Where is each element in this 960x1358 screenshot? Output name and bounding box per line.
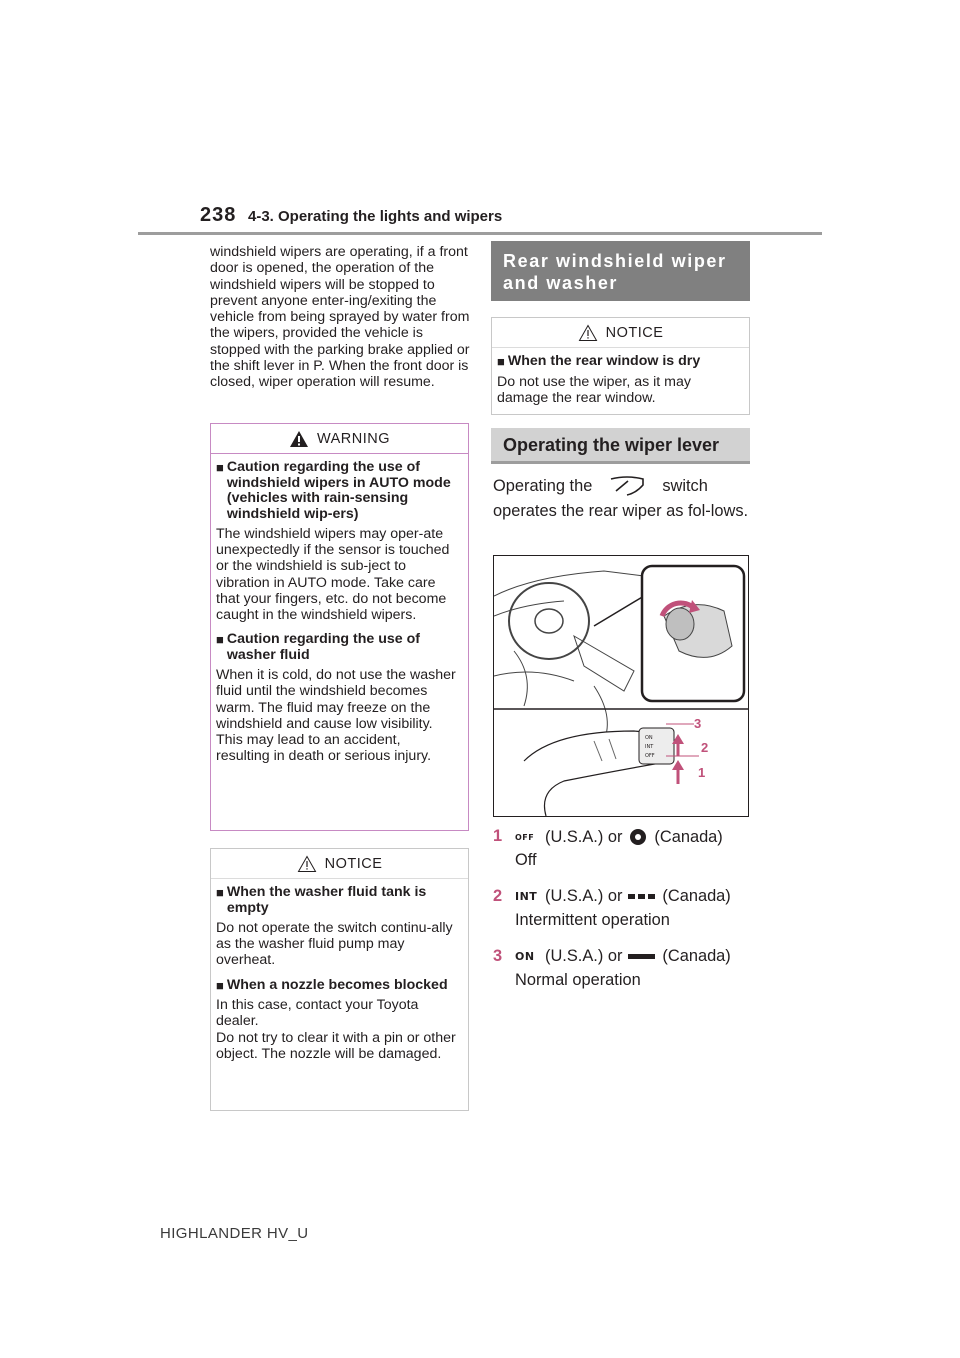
description-text: operates the rear wiper as fol-lows. — [493, 501, 749, 520]
notice-body — [211, 879, 468, 1079]
square-bullet-icon: ■ — [216, 885, 224, 900]
callout-1: 1 — [698, 765, 706, 780]
solid-bar-icon — [628, 952, 656, 962]
warning-label: WARNING — [316, 430, 391, 447]
on-code: ON — [515, 950, 535, 963]
notice-item-heading: ■ When a nozzle becomes blocked — [216, 976, 448, 993]
operation-label: Off — [515, 851, 537, 869]
dashed-bar-icon — [628, 892, 656, 902]
lever-description — [493, 475, 753, 522]
rear-wiper-icon — [606, 475, 648, 497]
operation-number: 1 — [493, 827, 503, 845]
notice-item-text: Do not operate the switch continu-ally as the washer fluid pump may overheat. — [216, 920, 453, 969]
notice-item-heading: ■ When the rear window is dry — [497, 353, 701, 369]
description-text: switch — [662, 477, 708, 495]
dashboard-illustration — [494, 556, 749, 817]
square-bullet-icon: ■ — [216, 460, 224, 475]
operation-label: Normal operation — [515, 971, 641, 989]
operation-number: 3 — [493, 947, 503, 965]
notice-item-text: Do not use the wiper, as it may damage the rear window. — [497, 373, 691, 406]
region-text: (Canada) — [662, 887, 731, 905]
warning-header — [211, 424, 468, 454]
page-number: 238 — [200, 204, 237, 226]
rear-wiper-section-title: Rear windshield wiper and washer — [491, 241, 750, 301]
header-rule — [138, 232, 822, 235]
callout-3: 3 — [694, 716, 702, 731]
caution-triangle-icon — [578, 324, 598, 342]
section-title: 4-3. Operating the lights and wipers — [248, 208, 503, 225]
warning-triangle-icon — [289, 430, 309, 448]
caution-triangle-icon — [297, 855, 317, 873]
operation-label: Intermittent operation — [515, 911, 670, 929]
square-bullet-icon: ■ — [216, 632, 224, 648]
description-text: Operating the — [493, 477, 593, 495]
warning-body — [211, 454, 468, 781]
notice-box-left — [210, 848, 469, 1111]
int-code: INT — [515, 890, 538, 903]
square-bullet-icon: ■ — [497, 354, 505, 369]
region-text: (U.S.A.) or — [545, 827, 623, 846]
notice-box-right — [491, 317, 750, 415]
warning-box — [210, 423, 469, 831]
region-text: (Canada) — [662, 947, 731, 965]
operation-number: 2 — [493, 887, 503, 905]
callout-2: 2 — [701, 740, 709, 755]
warning-item-heading: ■ Caution regarding the use of washer fluid — [216, 631, 420, 663]
lever-mark: ON — [645, 735, 653, 741]
page-header — [200, 204, 760, 232]
operation-item — [493, 887, 763, 945]
notice-label: NOTICE — [605, 324, 664, 341]
warning-item-heading: ■ Caution regarding the use of windshield wipers in AUTO mode (vehicles with rain-sensing windshield wip-ers) — [216, 459, 451, 522]
footer-model: HIGHLANDER HV_U — [160, 1225, 309, 1242]
square-bullet-icon: ■ — [216, 977, 224, 993]
notice-item-heading: ■ When the washer fluid tank is empty — [216, 884, 427, 916]
wiper-lever-section-title: Operating the wiper lever — [491, 428, 750, 464]
lever-mark: INT — [645, 744, 654, 750]
notice-body — [492, 348, 749, 423]
notice-item-text: In this case, contact your Toyota dealer. Do not try to clear it with a pin or other object. The nozzle will be damaged. — [216, 997, 456, 1062]
notice-header — [211, 849, 468, 879]
operation-item — [493, 947, 763, 1005]
wiper-lever-illustration — [493, 555, 749, 817]
operation-list — [493, 827, 763, 1005]
filled-circle-icon — [628, 827, 648, 847]
notice-header — [492, 318, 749, 348]
lever-mark: OFF — [645, 753, 655, 759]
warning-item-text: The windshield wipers may oper-ate unexpectedly if the sensor is touched or the windshield is sub-ject to vibration in AUTO mode. Take care that your fingers, etc. do not become caught in the windshield wipers. — [216, 526, 450, 624]
region-text: (Canada) — [654, 827, 723, 846]
off-code: OFF — [515, 832, 535, 842]
region-text: (U.S.A.) or — [545, 947, 623, 965]
notice-label: NOTICE — [324, 855, 383, 872]
intro-paragraph: windshield wipers are operating, if a front door is opened, the operation of the windshield wipers will be stopped to prevent anyone enter-ing/exiting the vehicle from being sprayed by water from the wipers, provided the vehicle is stopped with the parking brake applied or the shift lever in P. When the front door is closed, wiper operation will resume. — [210, 244, 470, 391]
operation-item — [493, 827, 763, 885]
warning-item-text: When it is cold, do not use the washer fluid until the windshield becomes warm. The fluid may freeze on the windshield and cause low visibility. This may lead to an accident, resulting in death or serious injury. — [216, 667, 456, 765]
region-text: (U.S.A.) or — [545, 887, 623, 905]
